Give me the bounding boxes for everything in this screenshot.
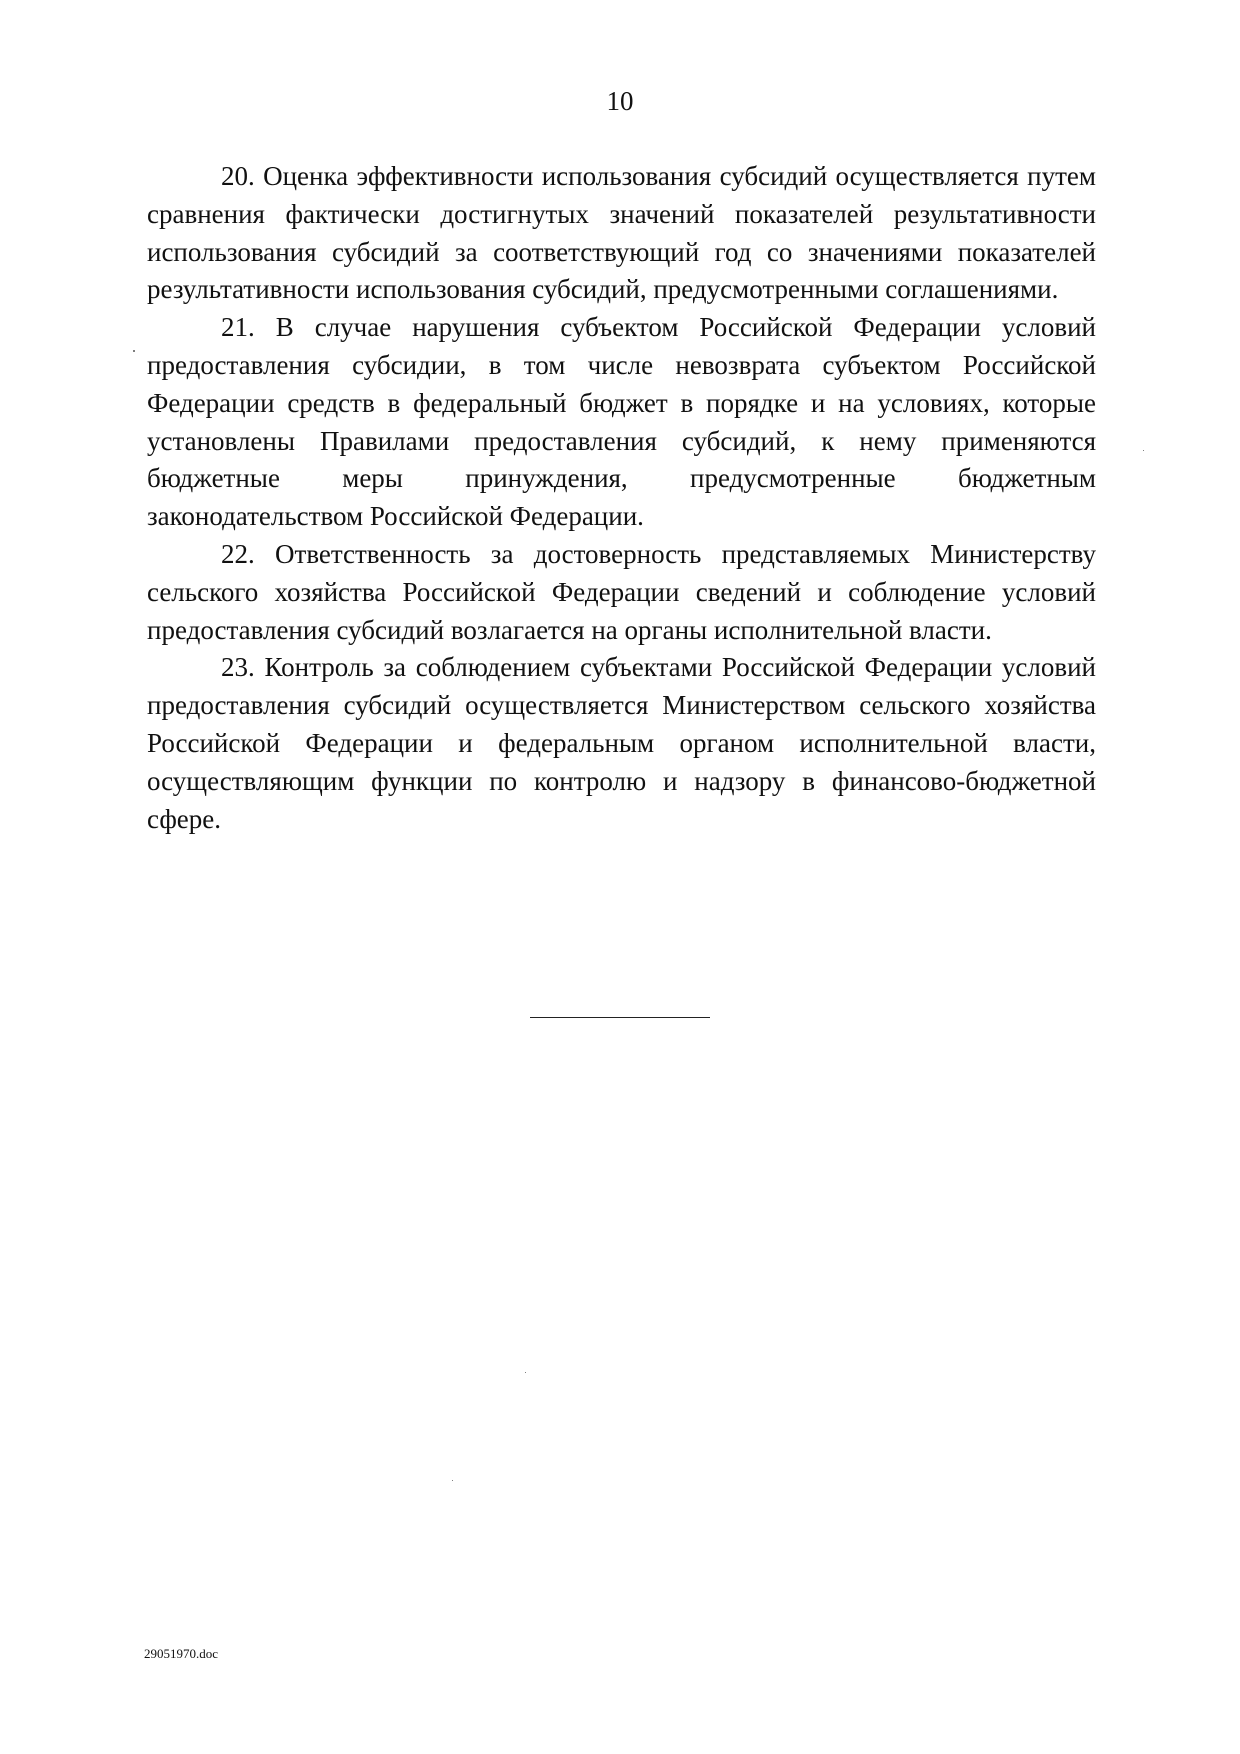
scan-speck [133, 350, 135, 352]
paragraph-text: Оценка эффективности использования субсидий осуществляется путем сравнения фактически достигнутых значений показателей результативности использования субсидий за соответствующий год со значениями показателей результативности использования субсидий, предусмотренными соглашениями. [147, 161, 1096, 305]
closing-divider [530, 1017, 710, 1018]
paragraph-22 [147, 536, 1096, 649]
paragraph-21 [147, 309, 1096, 536]
scan-speck [525, 1372, 526, 1373]
page-number: 10 [606, 86, 634, 116]
paragraph-number: 23. [221, 652, 255, 683]
scan-speck [1143, 450, 1144, 451]
paragraph-text: В случае нарушения субъектом Российской Федерации условий предоставления субсидии, в том числе невозврата субъектом Российской Федерации средств в федеральный бюджет в порядке и на условиях, которые установлены Правилами предоставления субсидий, к нему применяются бюджетные меры принуждения, предусмотренные бюджетным законодательством Российской Федерации. [147, 312, 1097, 532]
scan-speck [452, 1480, 453, 1481]
paragraph-text: Ответственность за достоверность представляемых Министерству сельского хозяйства Российской Федерации сведений и соблюдение условий предоставления субсидий возлагается на органы исполнительной власти. [147, 538, 1096, 645]
paragraph-20 [147, 158, 1096, 309]
paragraph-number: 21. [221, 312, 255, 343]
document-body [147, 158, 1096, 838]
paragraph-number: 20. [221, 161, 255, 191]
paragraph-number: 22. [221, 538, 255, 569]
paragraph-23 [147, 649, 1096, 838]
footer-filename: 29051970.doc [144, 1646, 219, 1661]
paragraph-text: Контроль за соблюдением субъектами Российской Федерации условий предоставления субсидий осуществляется Министерством сельского хозяйства Российской Федерации и федеральным органом исполнительной власти, осуществляющим функции по контролю и надзору в финансово-бюджетной сфере. [147, 652, 1096, 834]
